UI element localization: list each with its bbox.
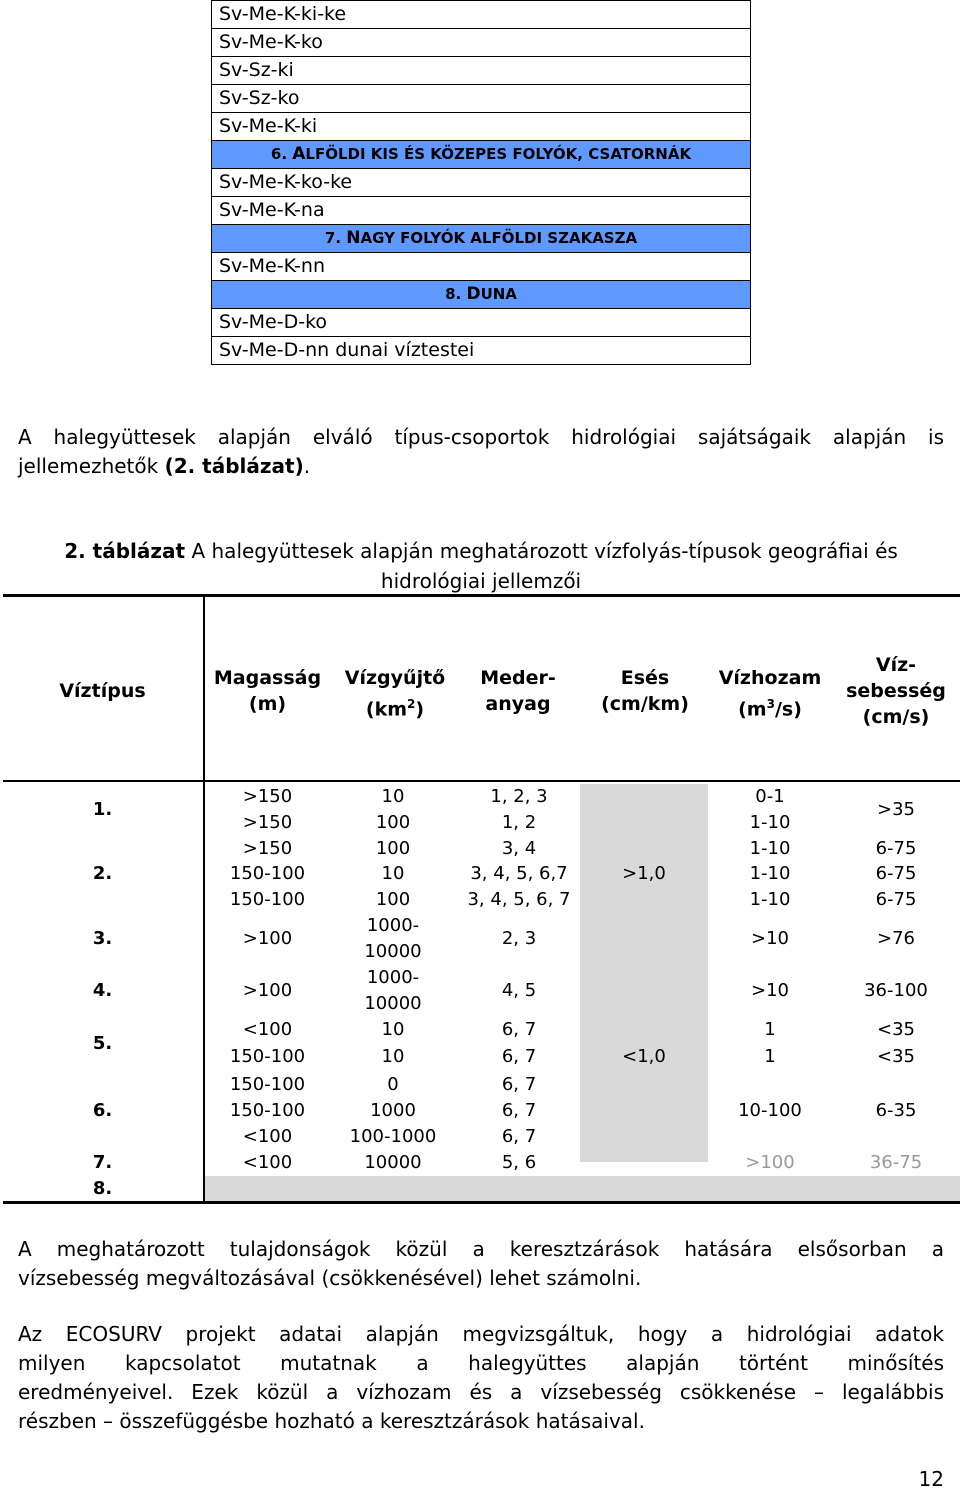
type-label: 8.: [92, 1178, 113, 1199]
type-label: 7.: [92, 1152, 113, 1173]
page-number: 12: [918, 1467, 944, 1491]
list-item: Sv-Me-K-ko-ke: [212, 169, 751, 197]
cell-mederanyag: 6, 7: [501, 1046, 537, 1067]
type-label: 6.: [92, 1100, 113, 1121]
cell-magassag: >150: [242, 812, 293, 833]
cell-vizhozam: 1: [764, 1019, 776, 1040]
table-reference: (2. táblázat): [164, 454, 304, 478]
cell-mederanyag: 3, 4: [501, 838, 537, 859]
cell-mederanyag: 4, 5: [501, 980, 537, 1001]
type-label: 5.: [92, 1033, 113, 1054]
paragraph-line: A meghatározott tulajdonságok közül a keresztzárások hatására elsősorban a: [18, 1237, 944, 1261]
paragraph-line: eredményeivel. Ezek közül a vízhozam és a vízsebesség csökkenése – legalábbis: [18, 1380, 944, 1404]
type-list-table: [211, 0, 751, 365]
eses-shading: [580, 784, 708, 1162]
list-item: Sv-Me-K-ko: [212, 29, 751, 57]
cell-mederanyag: 1, 2: [501, 812, 537, 833]
list-item: Sv-Me-K-ki: [212, 113, 751, 141]
cell-mederanyag: 3, 4, 5, 6,7: [470, 863, 568, 884]
list-item: Sv-Sz-ki: [212, 57, 751, 85]
header-vizgyujto: Vízgyűjtő $(km^2)$: [344, 667, 446, 721]
intro-paragraph: [18, 423, 944, 481]
group-heading-7: 7. NAGY FOLYÓK ALFÖLDI SZAKASZA: [212, 225, 751, 253]
cell-magassag: 150-100: [229, 1074, 306, 1095]
cell-vizhozam: 1-10: [749, 838, 791, 859]
cell-vizhozam: 1-10: [749, 812, 791, 833]
header-viztipus: Víztípus: [59, 680, 146, 702]
type-label: 3.: [92, 928, 113, 949]
cell-mederanyag: 6, 7: [501, 1074, 537, 1095]
list-item: Sv-Me-D-ko: [212, 309, 751, 337]
cell-vizgyujto: 1000- 10000: [364, 967, 422, 1014]
cell-mederanyag: 5, 6: [501, 1152, 537, 1173]
paragraph-3: [18, 1320, 944, 1436]
paragraph-line: milyen kapcsolatot mutatnak a halegyüttes alapján történt minősítés: [18, 1351, 944, 1375]
table-header-rule: [3, 780, 960, 782]
cell-vizgyujto: 1000- 10000: [364, 915, 422, 962]
list-item: Sv-Me-K-ki-ke: [212, 1, 751, 29]
cell-vizgyujto: 0: [387, 1074, 399, 1095]
cell-magassag: <100: [242, 1019, 293, 1040]
type-label: 2.: [92, 863, 113, 884]
cell-vizgyujto: 100: [375, 812, 411, 833]
cell-vizsebesseg: <35: [877, 1019, 915, 1040]
cell-vizgyujto: 100-1000: [349, 1126, 437, 1147]
cell-vizgyujto: 1000: [370, 1100, 416, 1121]
cell-mederanyag: 3, 4, 5, 6, 7: [467, 889, 571, 910]
table-top-rule: [3, 594, 960, 597]
cell-magassag: >150: [242, 786, 293, 807]
header-vizsebesseg: Víz- sebesség (cm/s): [846, 654, 946, 728]
duna-row-shading: [205, 1176, 960, 1201]
cell-vizgyujto: 10: [381, 863, 405, 884]
cell-vizhozam: 10-100: [738, 1100, 802, 1121]
paragraph-line: vízsebesség megváltozásával (csökkenésével) lehet számolni.: [18, 1266, 642, 1290]
cell-magassag: <100: [242, 1152, 293, 1173]
cell-magassag: 150-100: [229, 863, 306, 884]
cell-vizhozam: >10: [751, 928, 789, 949]
cell-vizgyujto: 100: [375, 889, 411, 910]
cell-vizsebesseg: 36-100: [864, 980, 928, 1001]
table-caption: 2. táblázat A halegyüttesek alapján meghatározott vízfolyás-típusok geográfiai és hidrológiai jellemzői: [64, 539, 898, 593]
type-label: 4.: [92, 980, 113, 1001]
cell-vizsebesseg: 6-75: [875, 863, 917, 884]
cell-vizsebesseg: 6-75: [875, 889, 917, 910]
cell-vizhozam: 1-10: [749, 889, 791, 910]
cell-vizsebesseg: 6-75: [875, 838, 917, 859]
cell-vizgyujto: 10: [381, 1046, 405, 1067]
group-heading-6: 6. ALFÖLDI KIS ÉS KÖZEPES FOLYÓK, CSATORNÁK: [212, 141, 751, 169]
cell-magassag: >100: [242, 980, 293, 1001]
cell-eses: >1,0: [622, 863, 666, 884]
list-item: Sv-Me-D-nn dunai víztestei: [212, 337, 751, 365]
intro-line-2: jellemezhetők (2. táblázat).: [18, 454, 311, 478]
cell-vizhozam: >100: [745, 1152, 795, 1173]
cell-vizsebesseg: 36-75: [869, 1152, 923, 1173]
cell-magassag: 150-100: [229, 1046, 306, 1067]
cell-magassag: <100: [242, 1126, 293, 1147]
list-item: Sv-Me-K-nn: [212, 253, 751, 281]
cell-magassag: 150-100: [229, 889, 306, 910]
group-heading-8: 8. DUNA: [212, 281, 751, 309]
paragraph-line: részben – összefüggésbe hozható a keresztzárások hatásaival.: [18, 1409, 645, 1433]
cell-vizhozam: 1-10: [749, 863, 791, 884]
type-label: 1.: [92, 799, 113, 820]
cell-vizhozam: >10: [751, 980, 789, 1001]
cell-vizgyujto: 10: [381, 786, 405, 807]
list-item: Sv-Sz-ko: [212, 85, 751, 113]
cell-vizsebesseg: >76: [877, 928, 915, 949]
header-mederanyag: Meder- anyag: [480, 667, 556, 715]
cell-mederanyag: 6, 7: [501, 1126, 537, 1147]
cell-mederanyag: 6, 7: [501, 1019, 537, 1040]
list-item: Sv-Me-K-na: [212, 197, 751, 225]
cell-vizsebesseg: 6-35: [875, 1100, 917, 1121]
header-vizhozam: Vízhozam $(m^3/s)$: [718, 667, 822, 721]
cell-mederanyag: 1, 2, 3: [490, 786, 548, 807]
header-magassag: Magasság (m): [213, 667, 322, 715]
cell-magassag: >100: [242, 928, 293, 949]
cell-vizgyujto: 10: [381, 1019, 405, 1040]
cell-vizgyujto: 100: [375, 838, 411, 859]
cell-mederanyag: 6, 7: [501, 1100, 537, 1121]
cell-magassag: 150-100: [229, 1100, 306, 1121]
intro-line-1: A halegyüttesek alapján elváló típus-csoportok hidrológiai sajátságaik alapján is: [18, 425, 944, 449]
paragraph-line: Az ECOSURV projekt adatai alapján megvizsgáltuk, hogy a hidrológiai adatok: [18, 1322, 944, 1346]
header-eses: Esés (cm/km): [601, 667, 689, 715]
cell-magassag: >150: [242, 838, 293, 859]
paragraph-2: [18, 1235, 944, 1293]
caption-label: 2. táblázat: [64, 539, 186, 563]
cell-vizhozam: 0-1: [755, 786, 785, 807]
cell-vizgyujto: 10000: [364, 1152, 422, 1173]
cell-eses: <1,0: [622, 1046, 666, 1067]
cell-mederanyag: 2, 3: [501, 928, 537, 949]
cell-vizsebesseg: <35: [877, 1046, 915, 1067]
cell-vizsebesseg: >35: [877, 799, 915, 820]
cell-vizhozam: 1: [764, 1046, 776, 1067]
